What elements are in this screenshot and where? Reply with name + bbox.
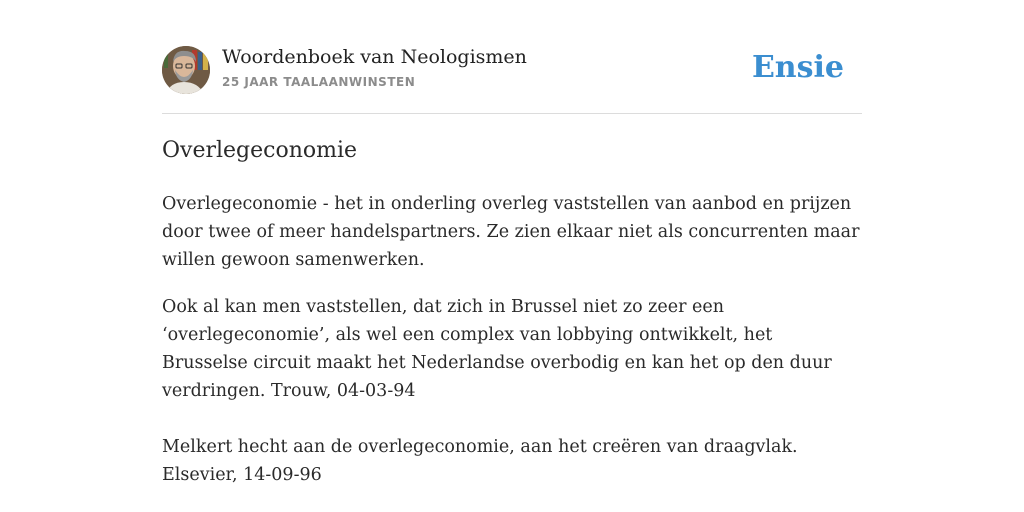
blog-subtitle: 25 JAAR TAALAANWINSTEN: [222, 75, 416, 89]
avatar[interactable]: [162, 46, 210, 94]
ensie-logo-link[interactable]: Ensie: [751, 50, 844, 85]
entry-quote: Melkert hecht aan de overlegeconomie, aan het creëren van draagvlak. Elsevier, 14-09-96: [162, 437, 798, 485]
blog-title[interactable]: Woordenboek van Neologismen: [222, 46, 527, 68]
entry-content: [162, 190, 862, 489]
header: [162, 46, 862, 96]
entry-quote: Ook al kan men vaststellen, dat zich in Brussel niet zo zeer een ‘overlegeconomie’, als wel een complex van lobbying ontwikkelt, het Brusselse circuit maakt het Nederlandse overbodig en kan het op den duur verdringen. Trouw, 04-03-94: [162, 297, 832, 401]
entry-definition: Overlegeconomie - het in onderling overleg vaststellen van aanbod en prijzen door twee of meer handelspartners. Ze zien elkaar niet als concurrenten maar willen gewoon samenwerken.: [162, 194, 860, 270]
entry-title: Overlegeconomie: [162, 138, 358, 163]
avatar-portrait-icon: [162, 46, 210, 94]
header-divider: [162, 113, 862, 114]
quote-spacer: [162, 405, 862, 433]
